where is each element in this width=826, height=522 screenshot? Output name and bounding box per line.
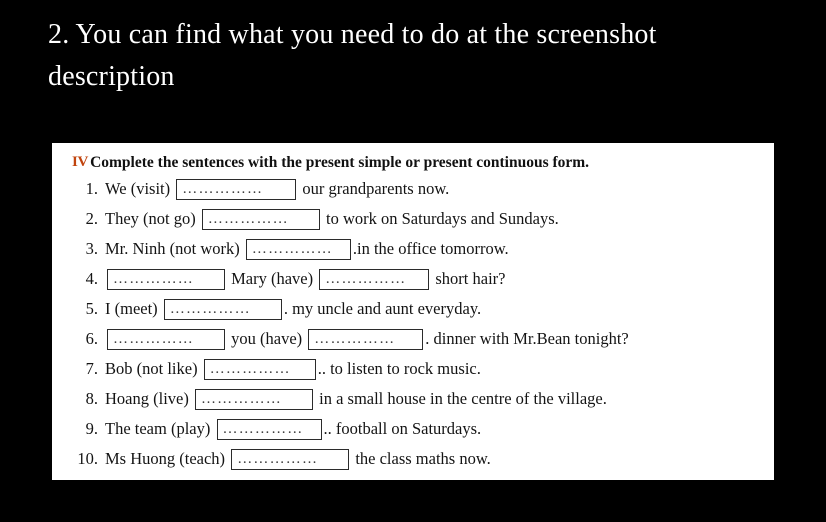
question-number: 6. [85, 329, 98, 348]
worksheet-card [52, 143, 774, 480]
question-number: 9. [85, 419, 98, 438]
question-text: in a small house in the centre of the village. [314, 389, 607, 408]
page-title: 2. You can find what you need to do at the screenshot description [48, 19, 657, 92]
question-row [64, 234, 762, 264]
question-number: 5. [85, 299, 98, 318]
question-list [64, 174, 762, 474]
blank-dots: …………… [325, 271, 407, 287]
blank-dots: …………… [169, 301, 251, 317]
answer-blank[interactable] [217, 419, 322, 440]
question-text: Ms Huong (teach) [105, 449, 230, 468]
question-text: Bob (not like) [105, 359, 202, 378]
answer-blank[interactable] [246, 239, 351, 260]
question-row [64, 294, 762, 324]
answer-blank[interactable] [204, 359, 316, 380]
exercise-number: IV [72, 154, 89, 170]
question-text: I (meet) [105, 299, 162, 318]
answer-blank[interactable] [107, 269, 225, 290]
blank-dots: …………… [113, 271, 194, 287]
question-text: short hair? [431, 269, 506, 288]
question-text: you (have) [227, 329, 307, 348]
blank-dots: …………… [314, 331, 396, 347]
question-row [64, 174, 762, 204]
question-number: 8. [85, 389, 98, 408]
blank-dots: …………… [209, 361, 291, 377]
answer-blank[interactable] [202, 209, 320, 230]
blank-dots: …………… [207, 211, 289, 227]
question-text: .in the office tomorrow. [352, 239, 509, 258]
question-number: 7. [85, 359, 98, 378]
blank-dots: …………… [222, 421, 304, 437]
question-text: the class maths now. [351, 449, 491, 468]
answer-blank[interactable] [308, 329, 423, 350]
question-number: 2. [85, 209, 98, 228]
answer-blank[interactable] [195, 389, 313, 410]
question-row [64, 204, 762, 234]
blank-dots: …………… [237, 451, 319, 467]
question-number: 4. [85, 269, 98, 288]
answer-blank[interactable] [176, 179, 296, 200]
question-text: They (not go) [105, 209, 200, 228]
answer-blank[interactable] [164, 299, 282, 320]
question-row [64, 414, 762, 444]
question-text: We (visit) [105, 179, 175, 198]
question-row [64, 264, 762, 294]
blank-dots: …………… [251, 241, 333, 257]
answer-blank[interactable] [231, 449, 349, 470]
question-number: 1. [85, 179, 98, 198]
blank-dots: …………… [200, 391, 282, 407]
question-number: 3. [85, 239, 98, 258]
question-row [64, 444, 762, 474]
question-text: . dinner with Mr.Bean tonight? [425, 329, 629, 348]
blank-dots: …………… [182, 181, 264, 197]
question-text: . my uncle and aunt everyday. [283, 299, 482, 318]
question-number: 10. [77, 449, 98, 468]
question-text: our grandparents now. [298, 179, 450, 198]
question-row [64, 324, 762, 354]
question-text: Mr. Ninh (not work) [105, 239, 244, 258]
answer-blank[interactable] [319, 269, 429, 290]
blank-dots: …………… [113, 331, 194, 347]
question-row [64, 354, 762, 384]
question-text: to work on Saturdays and Sundays. [321, 209, 559, 228]
question-row [64, 384, 762, 414]
exercise-instruction: Complete the sentences with the present simple or present continuous form. [90, 154, 590, 171]
question-text: The team (play) [105, 419, 215, 438]
question-text: Mary (have) [227, 269, 318, 288]
question-text: .. to listen to rock music. [317, 359, 481, 378]
worksheet-header [72, 153, 762, 172]
question-text: .. football on Saturdays. [323, 419, 482, 438]
answer-blank[interactable] [107, 329, 225, 350]
question-text: Hoang (live) [105, 389, 193, 408]
